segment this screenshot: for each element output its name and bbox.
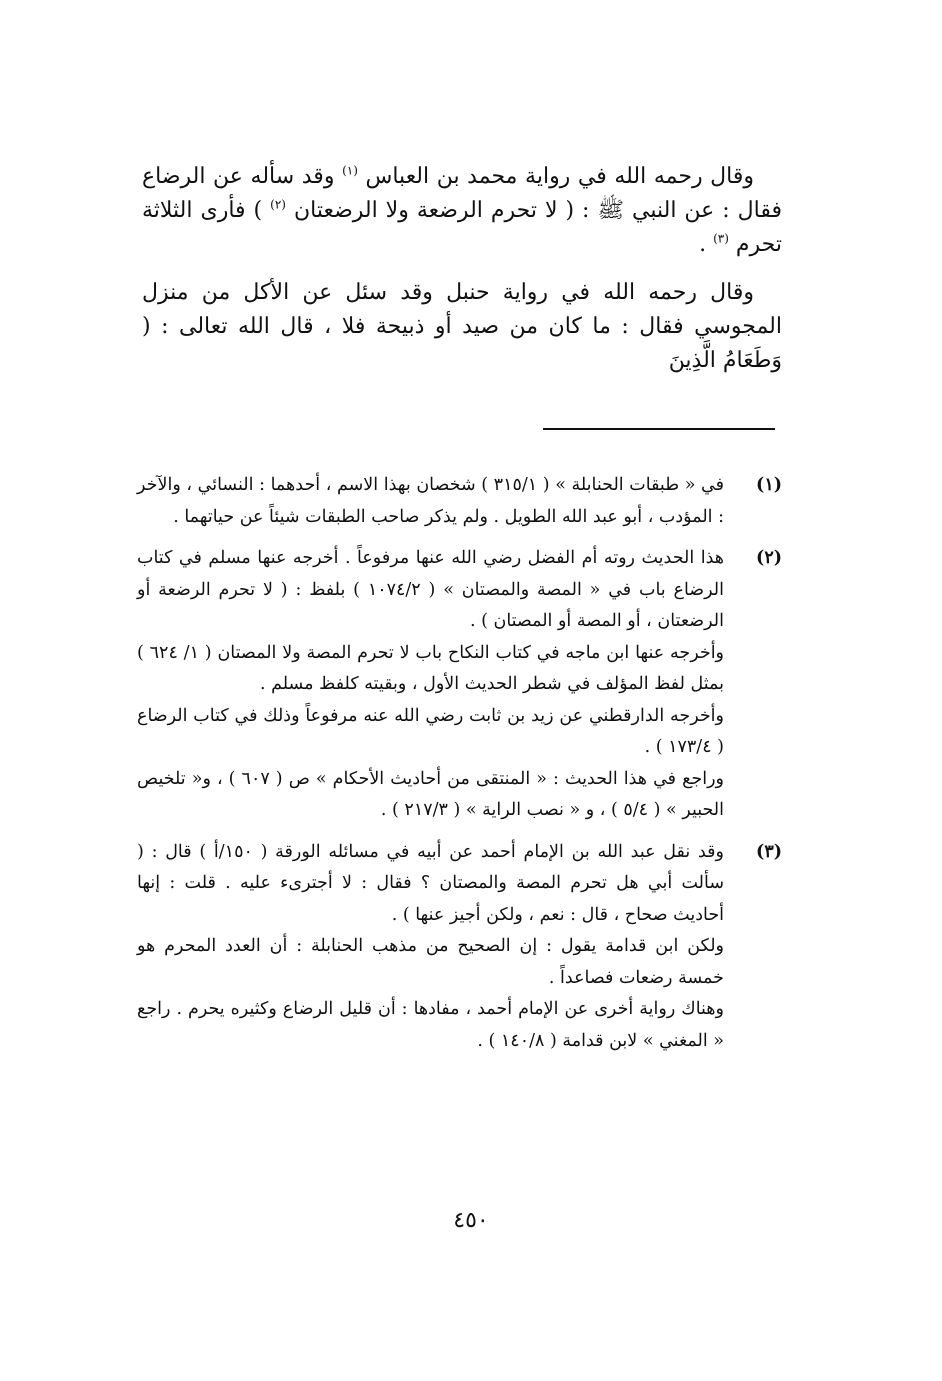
- main-text-segment: .: [699, 232, 707, 257]
- main-paragraph-1: [142, 160, 782, 262]
- footnote-paragraph: وهناك رواية أخرى عن الإمام أحمد ، مفادها : أن قليل الرضاع وكثيره يحرم . راجع « المغني » لابن قدامة ( ١٤٠/٨ ) .: [137, 999, 724, 1051]
- footnote-paragraph: وأخرجه عنها ابن ماجه في كتاب النكاح باب لا تحرم المصة ولا المصتان ( ١/ ٦٢٤ ) بمثل لفظ المؤلف في شطر الحديث الأول ، وبقيته كلفظ مسلم .: [137, 642, 725, 694]
- main-text: [142, 160, 782, 392]
- main-text-segment: وقد سأله عن الرضاع فقال : عن النبي ﷺ : ( لا تحرم الرضعة ولا الرضعتان: [142, 164, 783, 223]
- footnote-1: [137, 470, 782, 533]
- footnote-2: [137, 543, 782, 827]
- footnote-ref-1: (١): [342, 163, 358, 178]
- footnote-paragraph: هذا الحديث روته أم الفضل رضي الله عنها مرفوعاً . أخرجه عنها مسلم في كتاب الرضاع باب في « المصة والمصتان » ( ١٠٧٤/٢ ) بلفظ : ( لا تحرم الرضعة أو الرضعتان ، أو المصة أو المصتان ) .: [137, 548, 724, 631]
- footnote-paragraph: وراجع في هذا الحديث : « المنتقى من أحاديث الأحكام » ص ( ٦٠٧ ) ، و« تلخيص الحبير » ( ٥/٤ ) ، و « نصب الراية » ( ٢١٧/٣ ) .: [137, 768, 724, 820]
- footnote-number: (١): [756, 475, 782, 495]
- main-paragraph-2: وقال رحمه الله في رواية حنبل وقد سئل عن الأكل من منزل المجوسي فقال : ما كان من صيد أو ذبيحة فلا ، قال الله تعالى : ( وَطَعَامُ الَّذِينَ: [142, 280, 782, 373]
- footnote-number: (٣): [756, 841, 782, 862]
- footnote-number: (٢): [756, 548, 782, 568]
- footnote-divider: [543, 428, 775, 430]
- footnote-paragraph: في « طبقات الحنابلة » ( ٣١٥/١ ) شخصان بهذا الاسم ، أحدهما : النسائي ، والآخر : المؤدب ، أبو عبد الله الطويل . ولم يذكر صاحب الطبقات شيئاً عن حياتهما .: [137, 475, 724, 527]
- main-text-segment: ) فأرى الثلاثة تحرم: [142, 198, 782, 257]
- footnote-ref-3: (٣): [713, 231, 729, 246]
- footnote-paragraph: وأخرجه الدارقطني عن زيد بن ثابت رضي الله عنه مرفوعاً وذلك في كتاب الرضاع ( ١٧٣/٤ ) .: [137, 705, 724, 757]
- footnote-3: [137, 837, 782, 1058]
- footnotes: [137, 470, 782, 1067]
- footnote-ref-2: (٢): [270, 197, 286, 212]
- footnote-paragraph: وقد نقل عبد الله بن الإمام أحمد عن أبيه في مسائله الورقة ( ١٥٠/أ ) قال : ( سألت أبي هل تحرم المصة والمصتان ؟ فقال : لا أجترىء عليه . قلت : إنها أحاديث صحاح ، قال : نعم ، ولكن أجيز عنها ) .: [137, 841, 724, 925]
- main-text-segment: وقال رحمه الله في رواية محمد بن العباس: [365, 164, 755, 189]
- footnote-paragraph: ولكن ابن قدامة يقول : إن الصحيح من مذهب الحنابلة : أن العدد المحرم هو خمسة رضعات فصاعداً .: [137, 936, 724, 988]
- page-number: ٤٥٠: [453, 1208, 489, 1233]
